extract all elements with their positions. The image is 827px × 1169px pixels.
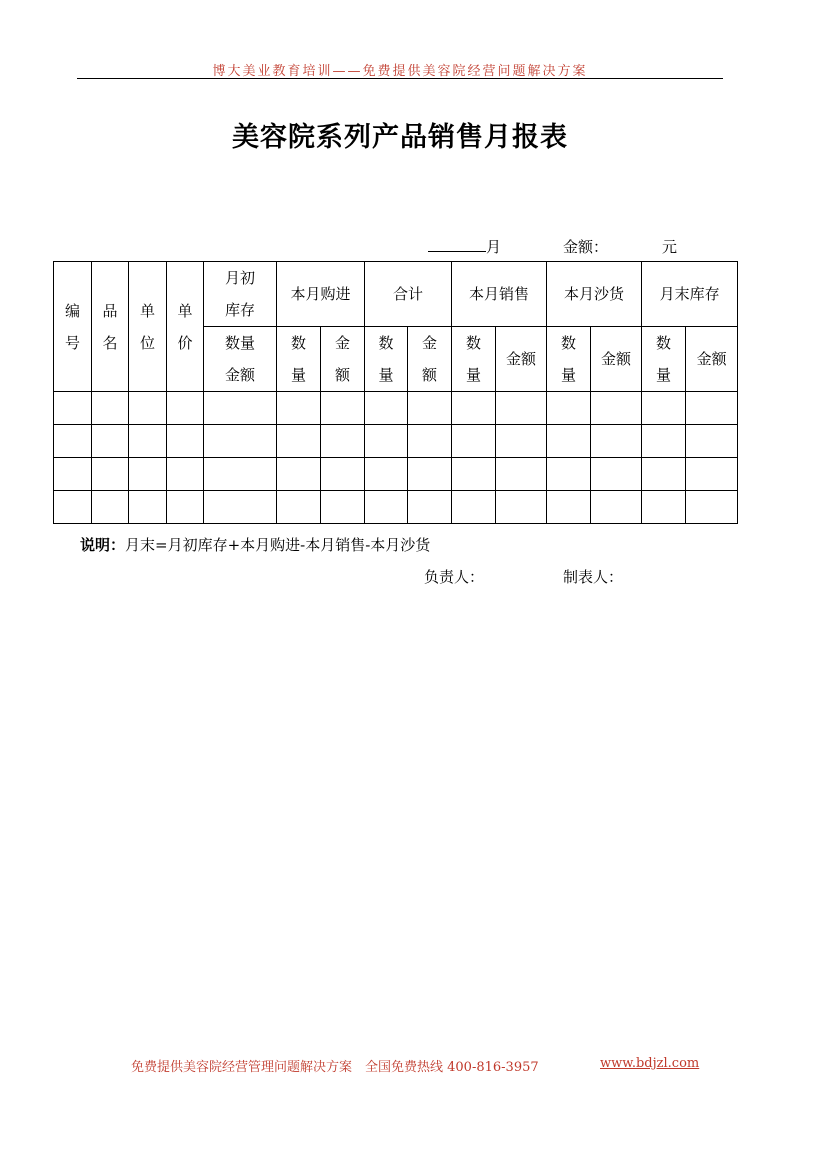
table-cell[interactable]: [92, 458, 129, 491]
note-text: 月末=月初库存+本月购进-本月销售-本月沙货: [125, 536, 431, 554]
table-cell[interactable]: [365, 392, 408, 425]
col-id-header: 编 号: [54, 262, 92, 392]
table-cell[interactable]: [365, 425, 408, 458]
table-cell[interactable]: [365, 458, 408, 491]
table-cell[interactable]: [92, 491, 129, 524]
table-cell[interactable]: [547, 458, 591, 491]
table-cell[interactable]: [547, 491, 591, 524]
group-sales-header: 本月销售: [452, 262, 547, 327]
table-cell[interactable]: [642, 458, 686, 491]
page-title: 美容院系列产品销售月报表: [232, 122, 568, 153]
sales-qty-header: 数 量: [452, 327, 496, 392]
table-cell[interactable]: [408, 458, 452, 491]
table-cell[interactable]: [496, 392, 547, 425]
table-cell[interactable]: [167, 491, 204, 524]
group-sample-header: 本月沙货: [547, 262, 642, 327]
table-cell[interactable]: [686, 392, 738, 425]
header-divider: [77, 78, 723, 79]
table-cell[interactable]: [408, 491, 452, 524]
col-price-header: 单 价: [167, 262, 204, 392]
table-cell[interactable]: [496, 491, 547, 524]
table-cell[interactable]: [277, 491, 321, 524]
month-blank[interactable]: [428, 237, 486, 252]
amount-label: 金额：: [563, 238, 609, 256]
footer-website-link[interactable]: www.bdjzl.com: [600, 1056, 700, 1071]
month-label: 月: [486, 238, 502, 256]
table-cell[interactable]: [452, 458, 496, 491]
group-purchase-header: 本月购进: [277, 262, 365, 327]
table-cell[interactable]: [686, 425, 738, 458]
table-cell[interactable]: [129, 392, 167, 425]
table-cell[interactable]: [204, 425, 277, 458]
header-banner: 博大美业教育培训——免费提供美容院经营问题解决方案: [212, 64, 588, 79]
table-cell[interactable]: [496, 425, 547, 458]
table-cell[interactable]: [204, 491, 277, 524]
table-row: [54, 392, 738, 425]
table-cell[interactable]: [277, 458, 321, 491]
table-cell[interactable]: [277, 425, 321, 458]
group-closing-header: 月末库存: [642, 262, 738, 327]
table-cell[interactable]: [277, 392, 321, 425]
sales-report-table: [53, 261, 738, 524]
table-cell[interactable]: [204, 392, 277, 425]
table-cell[interactable]: [92, 425, 129, 458]
table-cell[interactable]: [547, 425, 591, 458]
table-cell[interactable]: [591, 458, 642, 491]
table-cell[interactable]: [54, 458, 92, 491]
purchase-amt-header: 金 额: [321, 327, 365, 392]
table-cell[interactable]: [321, 458, 365, 491]
table-cell[interactable]: [547, 392, 591, 425]
closing-qty-header: 数 量: [642, 327, 686, 392]
table-cell[interactable]: [686, 458, 738, 491]
table-cell[interactable]: [54, 392, 92, 425]
table-row: [54, 491, 738, 524]
purchase-qty-header: 数 量: [277, 327, 321, 392]
table-cell[interactable]: [92, 392, 129, 425]
sample-qty-header: 数 量: [547, 327, 591, 392]
table-cell[interactable]: [321, 392, 365, 425]
table-cell[interactable]: [54, 425, 92, 458]
explanation-note: [80, 534, 430, 555]
table-cell[interactable]: [591, 425, 642, 458]
table-cell[interactable]: [167, 392, 204, 425]
table-cell[interactable]: [452, 425, 496, 458]
table-cell[interactable]: [408, 425, 452, 458]
col-unit-header: 单 位: [129, 262, 167, 392]
table-cell[interactable]: [591, 392, 642, 425]
table-cell[interactable]: [129, 458, 167, 491]
table-cell[interactable]: [686, 491, 738, 524]
currency-label: 元: [662, 238, 678, 256]
total-qty-header: 数 量: [365, 327, 408, 392]
month-field: [428, 236, 501, 257]
table-row: [54, 425, 738, 458]
sample-amt-header: 金额: [591, 327, 642, 392]
col-opening-header: 月初 库存: [204, 262, 277, 327]
table-cell[interactable]: [365, 491, 408, 524]
table-cell[interactable]: [452, 392, 496, 425]
total-amt-header: 金 额: [408, 327, 452, 392]
table-cell[interactable]: [204, 458, 277, 491]
table-cell[interactable]: [452, 491, 496, 524]
table-cell[interactable]: [129, 491, 167, 524]
closing-amt-header: 金额: [686, 327, 738, 392]
group-total-header: 合计: [365, 262, 452, 327]
table-cell[interactable]: [642, 392, 686, 425]
table-cell[interactable]: [408, 392, 452, 425]
table-cell[interactable]: [591, 491, 642, 524]
table-cell[interactable]: [129, 425, 167, 458]
table-cell[interactable]: [321, 491, 365, 524]
table-cell[interactable]: [321, 425, 365, 458]
table-cell[interactable]: [496, 458, 547, 491]
col-name-header: 品 名: [92, 262, 129, 392]
footer-text: 免费提供美容院经营管理问题解决方案 全国免费热线 400-816-3957: [131, 1060, 539, 1075]
table-cell[interactable]: [167, 458, 204, 491]
responsible-label: 负责人：: [424, 568, 485, 586]
opening-sub-header: 数量 金额: [204, 327, 277, 392]
preparer-label: 制表人：: [563, 568, 624, 586]
table-cell[interactable]: [54, 491, 92, 524]
table-row: [54, 458, 738, 491]
note-label: 说明：: [80, 536, 126, 554]
header-row-1: [54, 262, 738, 327]
table-cell[interactable]: [642, 425, 686, 458]
table-cell[interactable]: [167, 425, 204, 458]
sales-amt-header: 金额: [496, 327, 547, 392]
table-cell[interactable]: [642, 491, 686, 524]
